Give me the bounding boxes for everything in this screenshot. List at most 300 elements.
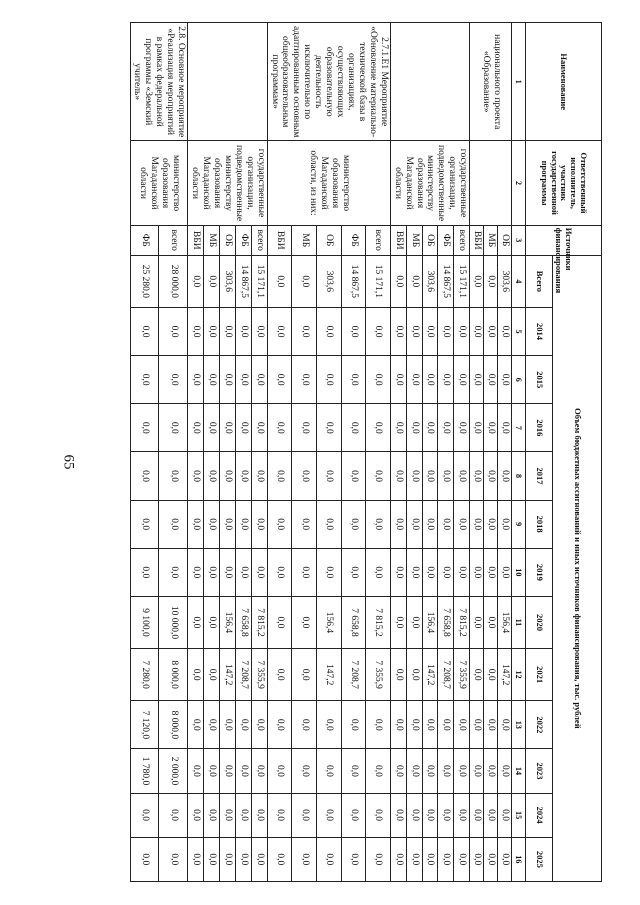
- year-value: 8 000,0: [159, 649, 188, 701]
- total-value: 303,6: [219, 255, 235, 307]
- header-year: 2021: [526, 649, 553, 701]
- year-value: 2 000,0: [159, 749, 188, 793]
- column-number: 13: [512, 701, 526, 749]
- year-value: 0,0: [390, 548, 406, 596]
- year-value: 0,0: [498, 837, 512, 881]
- year-value: 0,0: [366, 404, 391, 452]
- year-value: 7 208,7: [235, 649, 251, 701]
- table-row: [498, 23, 512, 882]
- year-value: 0,0: [219, 356, 235, 404]
- year-value: 7 280,0: [130, 649, 159, 701]
- column-number: 12: [512, 649, 526, 701]
- year-value: 0,0: [267, 404, 292, 452]
- year-value: 0,0: [390, 452, 406, 500]
- year-value: 0,0: [188, 307, 204, 355]
- funding-source: ОБ: [422, 225, 438, 255]
- rotated-table-container: [72, 22, 602, 882]
- year-value: 0,0: [484, 837, 498, 881]
- year-value: 0,0: [484, 701, 498, 749]
- year-value: 0,0: [390, 500, 406, 548]
- year-value: 0,0: [454, 837, 470, 881]
- year-value: 0,0: [438, 356, 454, 404]
- year-value: 0,0: [292, 452, 317, 500]
- year-value: 0,0: [341, 307, 366, 355]
- year-value: 0,0: [292, 596, 317, 648]
- year-value: 0,0: [235, 749, 251, 793]
- total-value: 15 171,1: [251, 255, 267, 307]
- year-value: 0,0: [438, 404, 454, 452]
- year-value: 0,0: [484, 649, 498, 701]
- year-value: 0,0: [267, 548, 292, 596]
- year-value: 0,0: [422, 749, 438, 793]
- year-value: 147,2: [422, 649, 438, 701]
- header-year: 2020: [526, 596, 553, 648]
- year-value: 0,0: [366, 452, 391, 500]
- year-value: 7 120,0: [130, 701, 159, 749]
- year-value: 0,0: [219, 404, 235, 452]
- column-number: 7: [512, 404, 526, 452]
- header-year: 2023: [526, 749, 553, 793]
- year-value: 0,0: [316, 500, 341, 548]
- year-value: 0,0: [159, 837, 188, 881]
- funding-source: ВБИ: [390, 225, 406, 255]
- table-row: [251, 23, 267, 882]
- year-value: 0,0: [438, 749, 454, 793]
- column-number: 9: [512, 500, 526, 548]
- year-value: 0,0: [438, 452, 454, 500]
- year-value: 0,0: [316, 307, 341, 355]
- funding-source: всего: [454, 225, 470, 255]
- total-value: 14 867,5: [341, 255, 366, 307]
- column-number: 4: [512, 255, 526, 307]
- executor-name: министерство образования Магаданской области: [130, 141, 188, 225]
- year-value: 0,0: [498, 701, 512, 749]
- year-value: 0,0: [267, 701, 292, 749]
- year-value: 0,0: [341, 452, 366, 500]
- event-name: национального проекта «Образование»: [470, 23, 512, 141]
- year-value: 0,0: [422, 837, 438, 881]
- funding-source: всего: [159, 225, 188, 255]
- total-value: 303,6: [316, 255, 341, 307]
- event-name: 2.7.1.Е1 Мероприятие «Обновление материально-технической базы в организациях, осуществляющих образовательную деятельность исключительно по адаптированным основным общеобразовательным программам»: [267, 23, 390, 141]
- column-number: 1: [512, 23, 526, 141]
- year-value: 0,0: [406, 649, 422, 701]
- year-value: 0,0: [484, 500, 498, 548]
- year-value: 0,0: [188, 500, 204, 548]
- total-value: 25 280,0: [130, 255, 159, 307]
- year-value: 0,0: [267, 649, 292, 701]
- header-source: Источники финансирования: [526, 225, 602, 255]
- year-value: 0,0: [130, 404, 159, 452]
- year-value: 0,0: [406, 500, 422, 548]
- total-value: 0,0: [390, 255, 406, 307]
- year-value: 0,0: [292, 701, 317, 749]
- year-value: 0,0: [267, 500, 292, 548]
- funding-source: ВБИ: [470, 225, 484, 255]
- column-number: 6: [512, 356, 526, 404]
- year-value: 0,0: [188, 749, 204, 793]
- column-number: 16: [512, 837, 526, 881]
- year-value: 0,0: [438, 548, 454, 596]
- year-value: 9 100,0: [130, 596, 159, 648]
- year-value: 0,0: [422, 793, 438, 837]
- header-name: Наименование: [526, 23, 602, 141]
- year-value: 0,0: [204, 500, 220, 548]
- year-value: 0,0: [366, 500, 391, 548]
- year-value: 0,0: [390, 749, 406, 793]
- executor-name: министерство образования Магаданской области, из них:: [267, 141, 390, 225]
- year-value: 0,0: [204, 649, 220, 701]
- header-year: 2025: [526, 837, 553, 881]
- column-number: 14: [512, 749, 526, 793]
- header-year: 2018: [526, 500, 553, 548]
- year-value: 0,0: [292, 404, 317, 452]
- column-number: 10: [512, 548, 526, 596]
- funding-source: ОБ: [219, 225, 235, 255]
- funding-source: ФБ: [341, 225, 366, 255]
- year-value: 0,0: [316, 837, 341, 881]
- year-value: 0,0: [470, 452, 484, 500]
- year-value: 0,0: [406, 596, 422, 648]
- year-value: 0,0: [366, 356, 391, 404]
- year-value: 0,0: [366, 793, 391, 837]
- total-value: 0,0: [292, 255, 317, 307]
- year-value: 0,0: [470, 701, 484, 749]
- year-value: 0,0: [219, 548, 235, 596]
- year-value: 0,0: [406, 452, 422, 500]
- year-value: 0,0: [130, 356, 159, 404]
- year-value: 0,0: [235, 548, 251, 596]
- funding-source: ФБ: [438, 225, 454, 255]
- year-value: 0,0: [366, 548, 391, 596]
- funding-source: ФБ: [130, 225, 159, 255]
- year-value: 0,0: [204, 307, 220, 355]
- column-number: 3: [512, 225, 526, 255]
- year-value: 0,0: [422, 452, 438, 500]
- year-value: 0,0: [251, 307, 267, 355]
- year-value: 0,0: [235, 837, 251, 881]
- year-value: 0,0: [438, 701, 454, 749]
- year-value: 0,0: [188, 356, 204, 404]
- funding-source: всего: [251, 225, 267, 255]
- year-value: 0,0: [267, 749, 292, 793]
- table-row: [159, 23, 188, 882]
- header-year: 2022: [526, 701, 553, 749]
- year-value: 0,0: [251, 356, 267, 404]
- year-value: 0,0: [422, 307, 438, 355]
- year-value: 0,0: [406, 749, 422, 793]
- year-value: 0,0: [341, 404, 366, 452]
- year-value: 0,0: [470, 837, 484, 881]
- year-value: 0,0: [219, 307, 235, 355]
- year-value: 0,0: [188, 793, 204, 837]
- year-value: 8 000,0: [159, 701, 188, 749]
- total-value: 28 000,0: [159, 255, 188, 307]
- year-value: 7 658,8: [235, 596, 251, 648]
- year-value: 0,0: [498, 793, 512, 837]
- year-value: 0,0: [422, 548, 438, 596]
- year-value: 0,0: [316, 356, 341, 404]
- year-value: 0,0: [406, 701, 422, 749]
- column-number: 11: [512, 596, 526, 648]
- executor-name: [470, 141, 512, 225]
- year-value: 0,0: [251, 749, 267, 793]
- year-value: 0,0: [267, 793, 292, 837]
- year-value: 0,0: [438, 307, 454, 355]
- year-value: 0,0: [188, 596, 204, 648]
- year-value: 0,0: [470, 404, 484, 452]
- page-number: 65: [60, 454, 77, 470]
- year-value: 0,0: [159, 404, 188, 452]
- year-value: 0,0: [341, 749, 366, 793]
- year-value: 7 815,2: [366, 596, 391, 648]
- year-value: 0,0: [251, 404, 267, 452]
- year-value: 0,0: [390, 596, 406, 648]
- year-value: 0,0: [188, 404, 204, 452]
- year-value: 7 815,2: [251, 596, 267, 648]
- year-value: 0,0: [219, 793, 235, 837]
- year-value: 0,0: [204, 837, 220, 881]
- total-value: 303,6: [422, 255, 438, 307]
- year-value: 0,0: [316, 548, 341, 596]
- year-value: 0,0: [204, 749, 220, 793]
- year-value: 7 355,9: [366, 649, 391, 701]
- funding-source: МБ: [484, 225, 498, 255]
- header-year: 2015: [526, 356, 553, 404]
- year-value: 0,0: [267, 356, 292, 404]
- year-value: 7 815,2: [454, 596, 470, 648]
- header-total: Всего: [526, 255, 553, 307]
- year-value: 0,0: [159, 356, 188, 404]
- total-value: 0,0: [470, 255, 484, 307]
- year-value: 0,0: [498, 548, 512, 596]
- year-value: 0,0: [292, 837, 317, 881]
- year-value: 0,0: [366, 749, 391, 793]
- funding-source: ВБИ: [188, 225, 204, 255]
- year-value: 0,0: [316, 793, 341, 837]
- year-value: 0,0: [130, 548, 159, 596]
- year-value: 0,0: [316, 404, 341, 452]
- year-value: 0,0: [470, 356, 484, 404]
- year-value: 0,0: [267, 837, 292, 881]
- year-value: 0,0: [484, 307, 498, 355]
- year-value: 0,0: [498, 404, 512, 452]
- year-value: 0,0: [406, 793, 422, 837]
- funding-source: всего: [366, 225, 391, 255]
- year-value: 0,0: [422, 356, 438, 404]
- year-value: 7 208,7: [438, 649, 454, 701]
- year-value: 0,0: [292, 500, 317, 548]
- year-value: 0,0: [390, 356, 406, 404]
- year-value: 0,0: [292, 356, 317, 404]
- year-value: 0,0: [341, 500, 366, 548]
- year-value: 0,0: [267, 452, 292, 500]
- year-value: 0,0: [235, 701, 251, 749]
- year-value: 0,0: [454, 500, 470, 548]
- total-value: 14 867,5: [438, 255, 454, 307]
- year-value: 0,0: [292, 307, 317, 355]
- year-value: 0,0: [130, 500, 159, 548]
- total-value: 15 171,1: [454, 255, 470, 307]
- year-value: 0,0: [422, 500, 438, 548]
- funding-source: ОБ: [498, 225, 512, 255]
- year-value: 10 000,0: [159, 596, 188, 648]
- year-value: 0,0: [251, 500, 267, 548]
- year-value: 0,0: [316, 749, 341, 793]
- year-value: 0,0: [316, 701, 341, 749]
- year-value: 0,0: [188, 837, 204, 881]
- year-value: 0,0: [390, 404, 406, 452]
- column-number: 15: [512, 793, 526, 837]
- year-value: 0,0: [470, 649, 484, 701]
- year-value: 0,0: [484, 452, 498, 500]
- funding-source: ОБ: [316, 225, 341, 255]
- year-value: 0,0: [341, 837, 366, 881]
- year-value: 0,0: [219, 749, 235, 793]
- year-value: 0,0: [130, 837, 159, 881]
- year-value: 0,0: [438, 837, 454, 881]
- year-value: 0,0: [470, 596, 484, 648]
- year-value: 0,0: [159, 452, 188, 500]
- year-value: 0,0: [204, 596, 220, 648]
- year-value: 0,0: [130, 307, 159, 355]
- year-value: 7 658,8: [341, 596, 366, 648]
- event-name: [188, 23, 267, 141]
- column-number: 2: [512, 141, 526, 225]
- year-value: 0,0: [267, 307, 292, 355]
- year-value: 0,0: [498, 356, 512, 404]
- year-value: 0,0: [454, 452, 470, 500]
- year-value: 0,0: [484, 749, 498, 793]
- year-value: 0,0: [235, 452, 251, 500]
- budget-table: [130, 22, 602, 882]
- column-number: 5: [512, 307, 526, 355]
- executor-name: государственные организации, подведомственные министерству образования Магаданской области: [188, 141, 267, 225]
- year-value: 0,0: [188, 548, 204, 596]
- year-value: 0,0: [341, 548, 366, 596]
- year-value: 0,0: [498, 307, 512, 355]
- year-value: 0,0: [235, 356, 251, 404]
- year-value: 0,0: [406, 404, 422, 452]
- table-row: [454, 23, 470, 882]
- total-value: 14 867,5: [235, 255, 251, 307]
- funding-source: ВБИ: [267, 225, 292, 255]
- year-value: 0,0: [406, 548, 422, 596]
- year-value: 0,0: [219, 837, 235, 881]
- year-value: 0,0: [267, 596, 292, 648]
- header-year: 2016: [526, 404, 553, 452]
- year-value: 0,0: [235, 500, 251, 548]
- total-value: 0,0: [204, 255, 220, 307]
- year-value: 0,0: [251, 452, 267, 500]
- header-executor: Ответственный исполнитель, участник государственной программы: [526, 141, 602, 225]
- year-value: 7 355,9: [251, 649, 267, 701]
- year-value: 0,0: [366, 307, 391, 355]
- year-value: 0,0: [406, 356, 422, 404]
- year-value: 7 658,8: [438, 596, 454, 648]
- executor-name: государственные организации, подведомственные министерству образования Магаданской области: [390, 141, 469, 225]
- year-value: 0,0: [484, 404, 498, 452]
- column-number: 8: [512, 452, 526, 500]
- year-value: 0,0: [366, 837, 391, 881]
- year-value: 0,0: [454, 548, 470, 596]
- header-year: 2024: [526, 793, 553, 837]
- year-value: 0,0: [292, 548, 317, 596]
- funding-source: МБ: [406, 225, 422, 255]
- year-value: 147,2: [498, 649, 512, 701]
- year-value: 0,0: [188, 701, 204, 749]
- year-value: 0,0: [204, 548, 220, 596]
- year-value: 0,0: [470, 548, 484, 596]
- year-value: 0,0: [390, 649, 406, 701]
- year-value: 0,0: [159, 307, 188, 355]
- year-value: 147,2: [316, 649, 341, 701]
- year-value: 0,0: [341, 793, 366, 837]
- header-year: 2019: [526, 548, 553, 596]
- year-value: 0,0: [159, 793, 188, 837]
- year-value: 0,0: [422, 701, 438, 749]
- year-value: 0,0: [438, 793, 454, 837]
- total-value: 0,0: [188, 255, 204, 307]
- year-value: 0,0: [390, 307, 406, 355]
- year-value: 0,0: [470, 793, 484, 837]
- year-value: 0,0: [484, 548, 498, 596]
- year-value: 0,0: [130, 793, 159, 837]
- year-value: 0,0: [204, 793, 220, 837]
- year-value: 1 780,0: [130, 749, 159, 793]
- funding-source: МБ: [292, 225, 317, 255]
- year-value: 0,0: [316, 452, 341, 500]
- year-value: 0,0: [204, 701, 220, 749]
- year-value: 0,0: [235, 307, 251, 355]
- year-value: 0,0: [454, 749, 470, 793]
- year-value: 156,4: [498, 596, 512, 648]
- year-value: 0,0: [292, 793, 317, 837]
- table-row: [366, 23, 391, 882]
- year-value: 0,0: [251, 837, 267, 881]
- year-value: 0,0: [219, 701, 235, 749]
- event-name: 2.8. Основное мероприятие «Реализация мероприятий в рамках федеральной программы «Земский учитель»: [130, 23, 188, 141]
- year-value: 0,0: [251, 548, 267, 596]
- year-value: 0,0: [159, 500, 188, 548]
- header-year: 2017: [526, 452, 553, 500]
- year-value: 0,0: [188, 452, 204, 500]
- funding-source: МБ: [204, 225, 220, 255]
- year-value: 0,0: [251, 793, 267, 837]
- year-value: 0,0: [470, 500, 484, 548]
- header-year: 2014: [526, 307, 553, 355]
- year-value: 0,0: [498, 452, 512, 500]
- year-value: 0,0: [498, 749, 512, 793]
- year-value: 0,0: [422, 404, 438, 452]
- year-value: 0,0: [204, 356, 220, 404]
- year-value: 156,4: [316, 596, 341, 648]
- year-value: 0,0: [406, 837, 422, 881]
- year-value: 0,0: [251, 701, 267, 749]
- total-value: 0,0: [267, 255, 292, 307]
- year-value: 0,0: [454, 307, 470, 355]
- year-value: 0,0: [235, 404, 251, 452]
- table-body: [130, 23, 511, 882]
- year-value: 0,0: [341, 356, 366, 404]
- year-value: 0,0: [341, 701, 366, 749]
- year-value: 7 208,7: [341, 649, 366, 701]
- year-value: 0,0: [204, 404, 220, 452]
- year-value: 0,0: [219, 500, 235, 548]
- funding-source: ФБ: [235, 225, 251, 255]
- year-value: 0,0: [292, 649, 317, 701]
- year-value: 0,0: [366, 701, 391, 749]
